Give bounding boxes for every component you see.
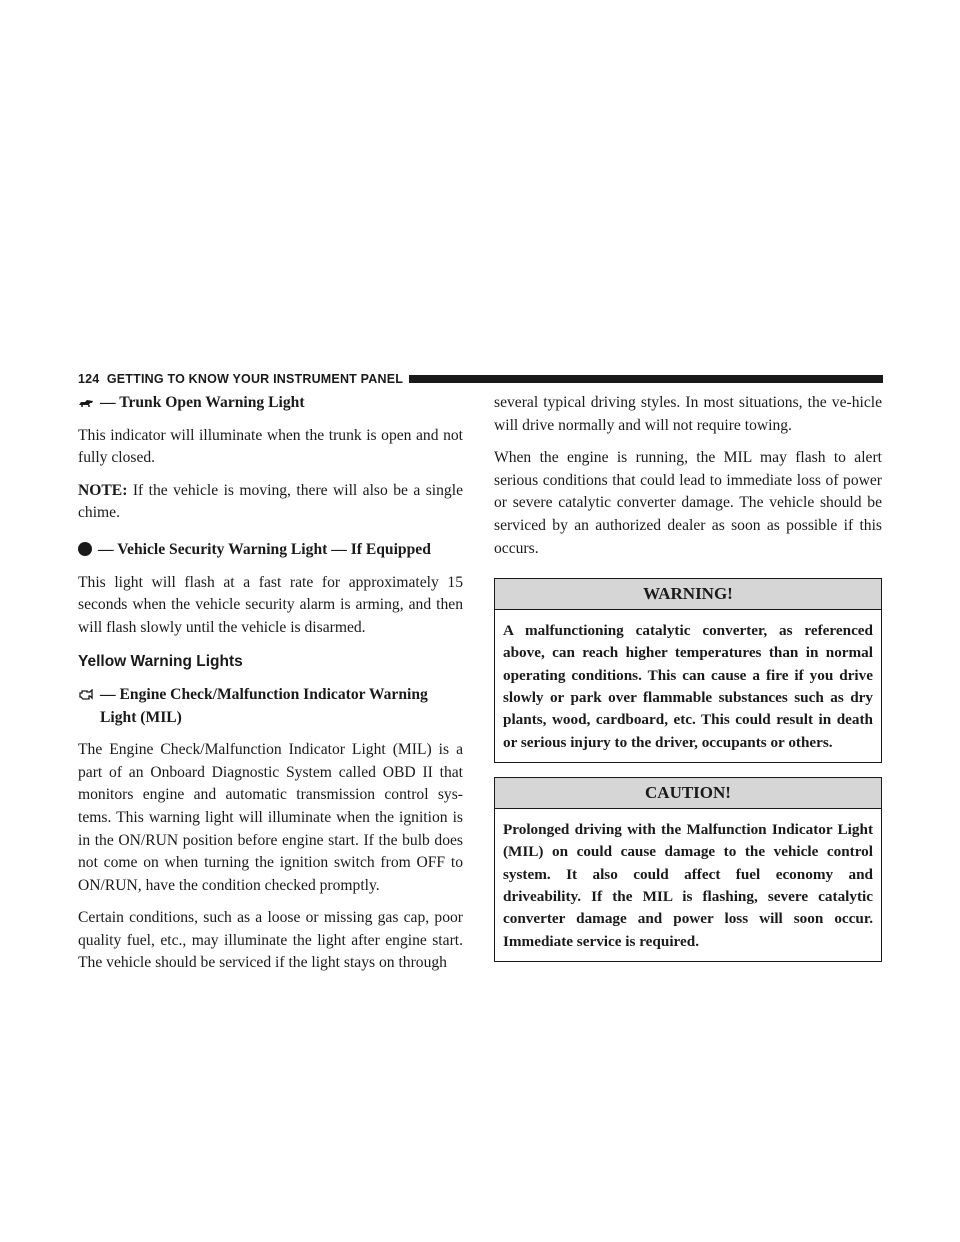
warning-title: WARNING! <box>495 579 881 610</box>
warning-body: A malfunctioning catalytic converter, as referenced above, can reach higher temperatures than in normal operating conditions. This can cause a fire if you drive slowly or park over flammable substances such as dry plants, wood, cardboard, etc. This could result in death or serious injury to the driver, occupants or others. <box>503 621 873 751</box>
security-light-icon <box>78 539 92 556</box>
engine-check-body-2: Certain conditions, such as a loose or missing gas cap, poor quality fuel, etc., may illuminate the light after engine start. The vehicle should be serviced if the light stays on through <box>78 909 463 972</box>
header-rule <box>409 375 883 383</box>
trunk-open-icon <box>78 392 94 415</box>
security-warning-body: This light will flash at a fast rate for approximately 15 seconds when the vehicle security alarm is arming, and then will flash slowly until the vehicle is disarmed. <box>78 573 463 636</box>
engine-check-heading <box>78 684 463 729</box>
trunk-warning-heading <box>78 392 463 415</box>
security-warning-heading <box>78 539 463 562</box>
security-warning-title: — Vehicle Security Warning Light — If Equipped <box>98 540 431 558</box>
mil-flash-paragraph: When the engine is running, the MIL may flash to alert serious conditions that could lead to immediate loss of power or severe catalytic converter damage. The vehicle should be serviced by an authorized dealer as soon as possible if this occurs. <box>494 449 882 557</box>
note-text: If the vehicle is moving, there will also be a single chime. <box>78 481 463 522</box>
caution-body-container <box>495 809 881 961</box>
note-label: NOTE: <box>78 481 128 499</box>
caution-box <box>494 777 882 962</box>
page-header <box>78 372 883 386</box>
chapter-title: GETTING TO KNOW YOUR INSTRUMENT PANEL <box>106 372 404 386</box>
yellow-warning-lights-title: Yellow Warning Lights <box>78 653 243 671</box>
engine-check-title: — Engine Check/Malfunction Indicator Warning Light (MIL) <box>100 685 428 726</box>
left-column <box>78 392 463 985</box>
trunk-warning-title: — Trunk Open Warning Light <box>100 394 305 411</box>
engine-check-icon <box>78 684 94 709</box>
trunk-warning-body: This indicator will illuminate when the trunk is open and not fully closed. <box>78 426 463 467</box>
warning-body-container <box>495 610 881 762</box>
caution-title: CAUTION! <box>495 778 881 809</box>
engine-check-body-1: The Engine Check/Malfunction Indicator Light (MIL) is a part of an Onboard Diagnostic System called OBD II that monitors engine and automatic transmission control sys-tems. This warning light will illuminate when the ignition is in the ON/RUN position before engine start. If the bulb does not come on when turning the ignition switch from OFF to ON/RUN, have the condition checked promptly. <box>78 741 463 894</box>
continued-paragraph: several typical driving styles. In most situations, the ve-hicle will drive normally and will not require towing. <box>494 394 882 434</box>
page-number-and-chapter <box>78 372 403 386</box>
trunk-note <box>78 480 463 525</box>
warning-box <box>494 578 882 763</box>
page-number: 124 <box>78 372 100 386</box>
right-column <box>494 392 882 976</box>
caution-body: Prolonged driving with the Malfunction Indicator Light (MIL) on could cause damage to the vehicle control system. It also could affect fuel economy and driveability. If the MIL is flashing, severe catalytic converter damage and power loss will soon occur. Immediate service is required. <box>503 820 873 950</box>
